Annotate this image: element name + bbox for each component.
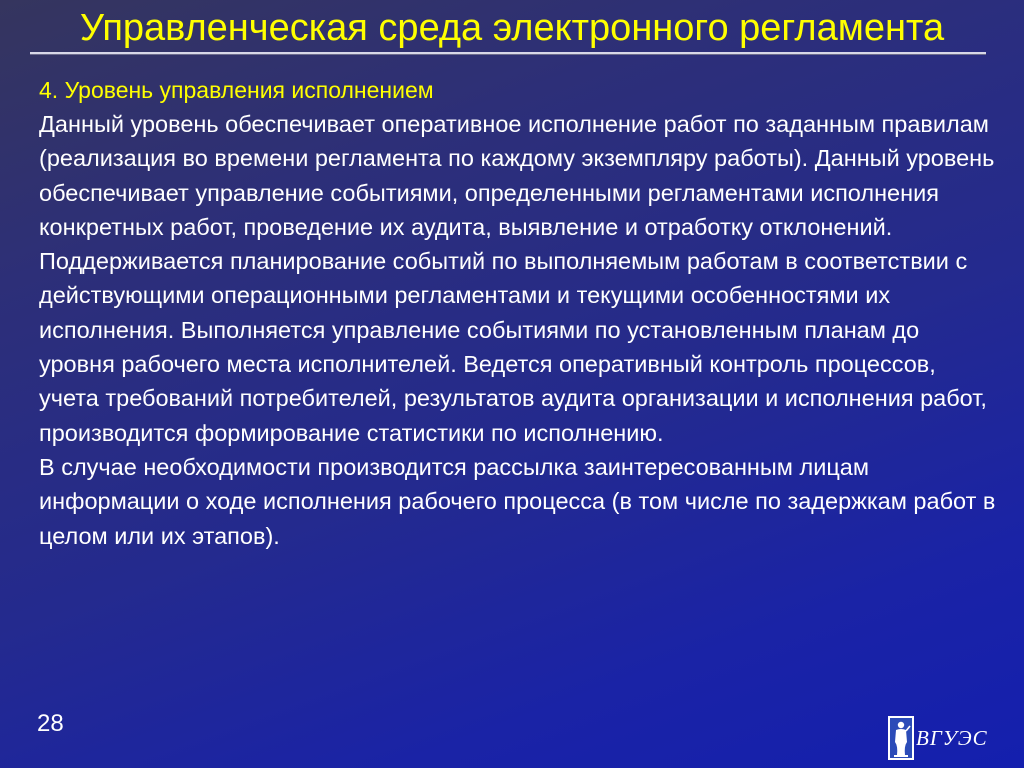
section-heading: 4. Уровень управления исполнением (39, 77, 434, 103)
page-number: 28 (37, 710, 64, 737)
logo-text: ВГУЭС (916, 726, 988, 750)
body-paragraph-2: В случае необходимости производится рассылка заинтересованным лицам информации о ходе исполнения рабочего процесса (в том числе по задержкам работ в целом или их этапов). (39, 453, 996, 549)
body-paragraph-1: Данный уровень обеспечивает оперативное исполнение работ по заданным правилам (реализация во времени регламента по каждому экземпляру работы). Данный уровень обеспечивает управление событиями, определенными регламентами исполнения конкретных работ, проведение их аудита, выявление и отработку отклонений. Поддерживается планирование событий по выполняемым работам в соответствии с действующими операционными регламентами и текущими особенностями их исполнения. Выполняется управление событиями по установленным планам до уровня рабочего места исполнителей. Ведется оперативный контроль процессов, учета требований потребителей, результатов аудита организации и исполнения работ, производится формирование статистики по исполнению. (39, 111, 995, 446)
university-logo (888, 716, 998, 762)
university-emblem-icon (888, 716, 914, 760)
slide-title: Управленческая среда электронного регламента (79, 7, 945, 49)
slide-content (39, 73, 999, 553)
title-divider (30, 52, 986, 54)
